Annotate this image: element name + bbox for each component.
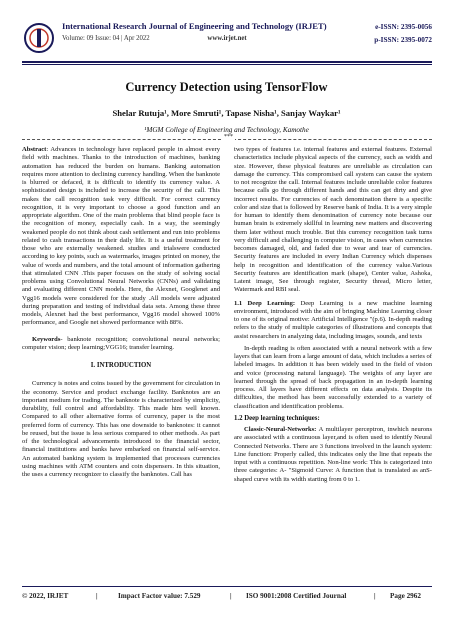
right-column [234, 146, 432, 488]
header-rule-thin [22, 64, 432, 65]
header-rule [22, 61, 432, 63]
footer-page: Page 2962 [390, 592, 421, 600]
pissn: p-ISSN: 2395-0072 [374, 36, 432, 44]
journal-name: International Research Journal of Engineering and Technology (IRJET) [62, 21, 327, 31]
irjet-logo-icon [22, 22, 56, 54]
intro-heading: I. INTRODUCTION [90, 362, 152, 369]
dl-techniques-heading: 1.2 Deep learning techniques: [234, 414, 320, 422]
eissn: e-ISSN: 2395-0056 [375, 23, 432, 31]
paper-title: Currency Detection using TensorFlow [125, 80, 328, 94]
journal-volume: Volume: 09 Issue: 04 | Apr 2022 [62, 35, 150, 42]
section-separator: *** [22, 139, 432, 140]
footer-impact: Impact Factor value: 7.529 [118, 592, 201, 600]
footer-rule [22, 586, 432, 587]
footer-copyright: © 2022, IRJET [22, 592, 69, 600]
paper-affiliation: ¹MGM College of Engineering and Technology, Kamothe [144, 126, 309, 134]
deep-learning-paragraph: 1.1 Deep Learning: Deep Learning is a new machine learning environment, introduced with the aim of bringing Machine Learning closer to one of its original motive: Artificial Intelligence "(p.6). In-depth reading refers to the study of multiple categories of illustrations and concepts that assist researchers in analyzing data, including images, sounds, and texts [234, 299, 432, 340]
paper-authors: Shelar Rutuja¹, More Smruti¹, Tapase Nisha¹, Sanjay Waykar¹ [112, 108, 341, 118]
left-column [22, 146, 220, 483]
journal-website[interactable]: www.irjet.net [207, 35, 247, 42]
features-paragraph: two types of features i.e. internal features and external features. External characteristics include physical aspects of the currency, such as width and size. However, these physical features are unreliable as circulation can damage the currency. This compromised call system can cause the system to not recognize the call. Internal features include unreliable color features because calls go through different hands and this can get dirty and give incorrect results. For currencies of each denomination there is a specific color and size that is followed by Reserve bank of India. It is a very simple for human to identify them denomination of currency note because our human brain is extremely skillful in learning new matters and discovering them later without much trouble. But this currency recognition task turns very difficult and challenging in computer vision, in cases when currencies becomes damaged, old, and faded due to wear and tear of currencies. Security features are included in every Indian Currency which dispenses help in recognition and identification of the currency value.Various Security features are identification mark (shape), Center value, Ashoka, Latent image, See through register, Security thread, Micro letter, Watermark and RBI seal. [234, 146, 432, 294]
abstract: Abstract: Advances in technology have replaced people in almost every field with machines. Thanks to the introduction of machines, banking automation has reduced the burden on humans. Banking automation requires more attention to declining currency handling. When the banknote is blurred or defaced, it is difficult to identify its currency value. A sophisticated design is included to increase the security of the call. This makes the call recognition task very difficult. For correct currency recognition, it is very important to choose a good function and an appropriate algorithm. One of the main problems that blind people face is the recognition of money, especially cash. In a way, the seemingly weakened people do not think about cash settlement and run into problems related to cash transactions in their daily life. It is a useful treatment for those who are externally weakened. studies and trialswere conducted according to key points, such as watermarks, images printed on money, the value of words and numbers, and the total amount of information gathering that stimulated CNN .This paper focuses on the study of solving social problems using Convolutional Neural Networks (CNNs) and validating and evaluating different CNN models. Here, the Alexnet, Googlenet and Vgg16 models were considered for the study .All models were adjusted during preparation and testing of individual data sets. Among these three models, Alexnet had the best performance, Vgg16 model showed 100% performance, and Google net showed performance with 88%. [22, 146, 220, 327]
keywords: Keywords- banknote recognition; convolutional neural networks; computer vision; deep learning;VGG16; transfer learning. [22, 335, 220, 351]
cnn-paragraph: Classic-Neural-Networks: A multilayer perceptron, inwhich neurons are associated with a continuous layer,and is often used to identify Neural Connected Networks. There are 3 functions involved in the launch system: Line function: Properly called, this indicates only the line that repeats the input with a continuous repetition. Non-line work: This is categorized into three categories: A- "Sigmoid Curve: A function that is translated as anS- shaped curve with its width starting from 0 to 1. [234, 426, 432, 483]
journal-header [22, 20, 432, 60]
footer-iso: ISO 9001:2008 Certified Journal [246, 592, 347, 600]
intro-paragraph: Currency is notes and coins issued by the government for circulation in the economy. Service and product exchange facility. Banknotes are an important medium for trading. The banknote is characterized by simplicity, durability, full control and affordability. This made him well known. Compared to all other alternative forms of currency, paper is the most preferred form of currency. This has one downside to banknotes: it cannot be reused, but the issue is less serious compared to other methods. As part of the technological advancements introduced to the financial sector, financial institutions and banks have embarked on financial self-service. An automated banking system is implemented that processes currencies using machines with ATM counters and coin dispensers. In this situation, the uses a currency recognizer to classify the banknotes. Call has [22, 380, 220, 478]
indepth-paragraph: In-depth reading is often associated with a neural network with a few layers that can learn from a large amount of data, which includes a series of labeled images. In addition it has been widely used in the field of vision and voice (processing natural language). The weights of any layer are learned through the spread of back propagation in an in-depth learning process. All layers have different effects on data analysis. Despite its difficulties, the method has been successfully extended to a variety of classification and identification problems. [234, 344, 432, 410]
